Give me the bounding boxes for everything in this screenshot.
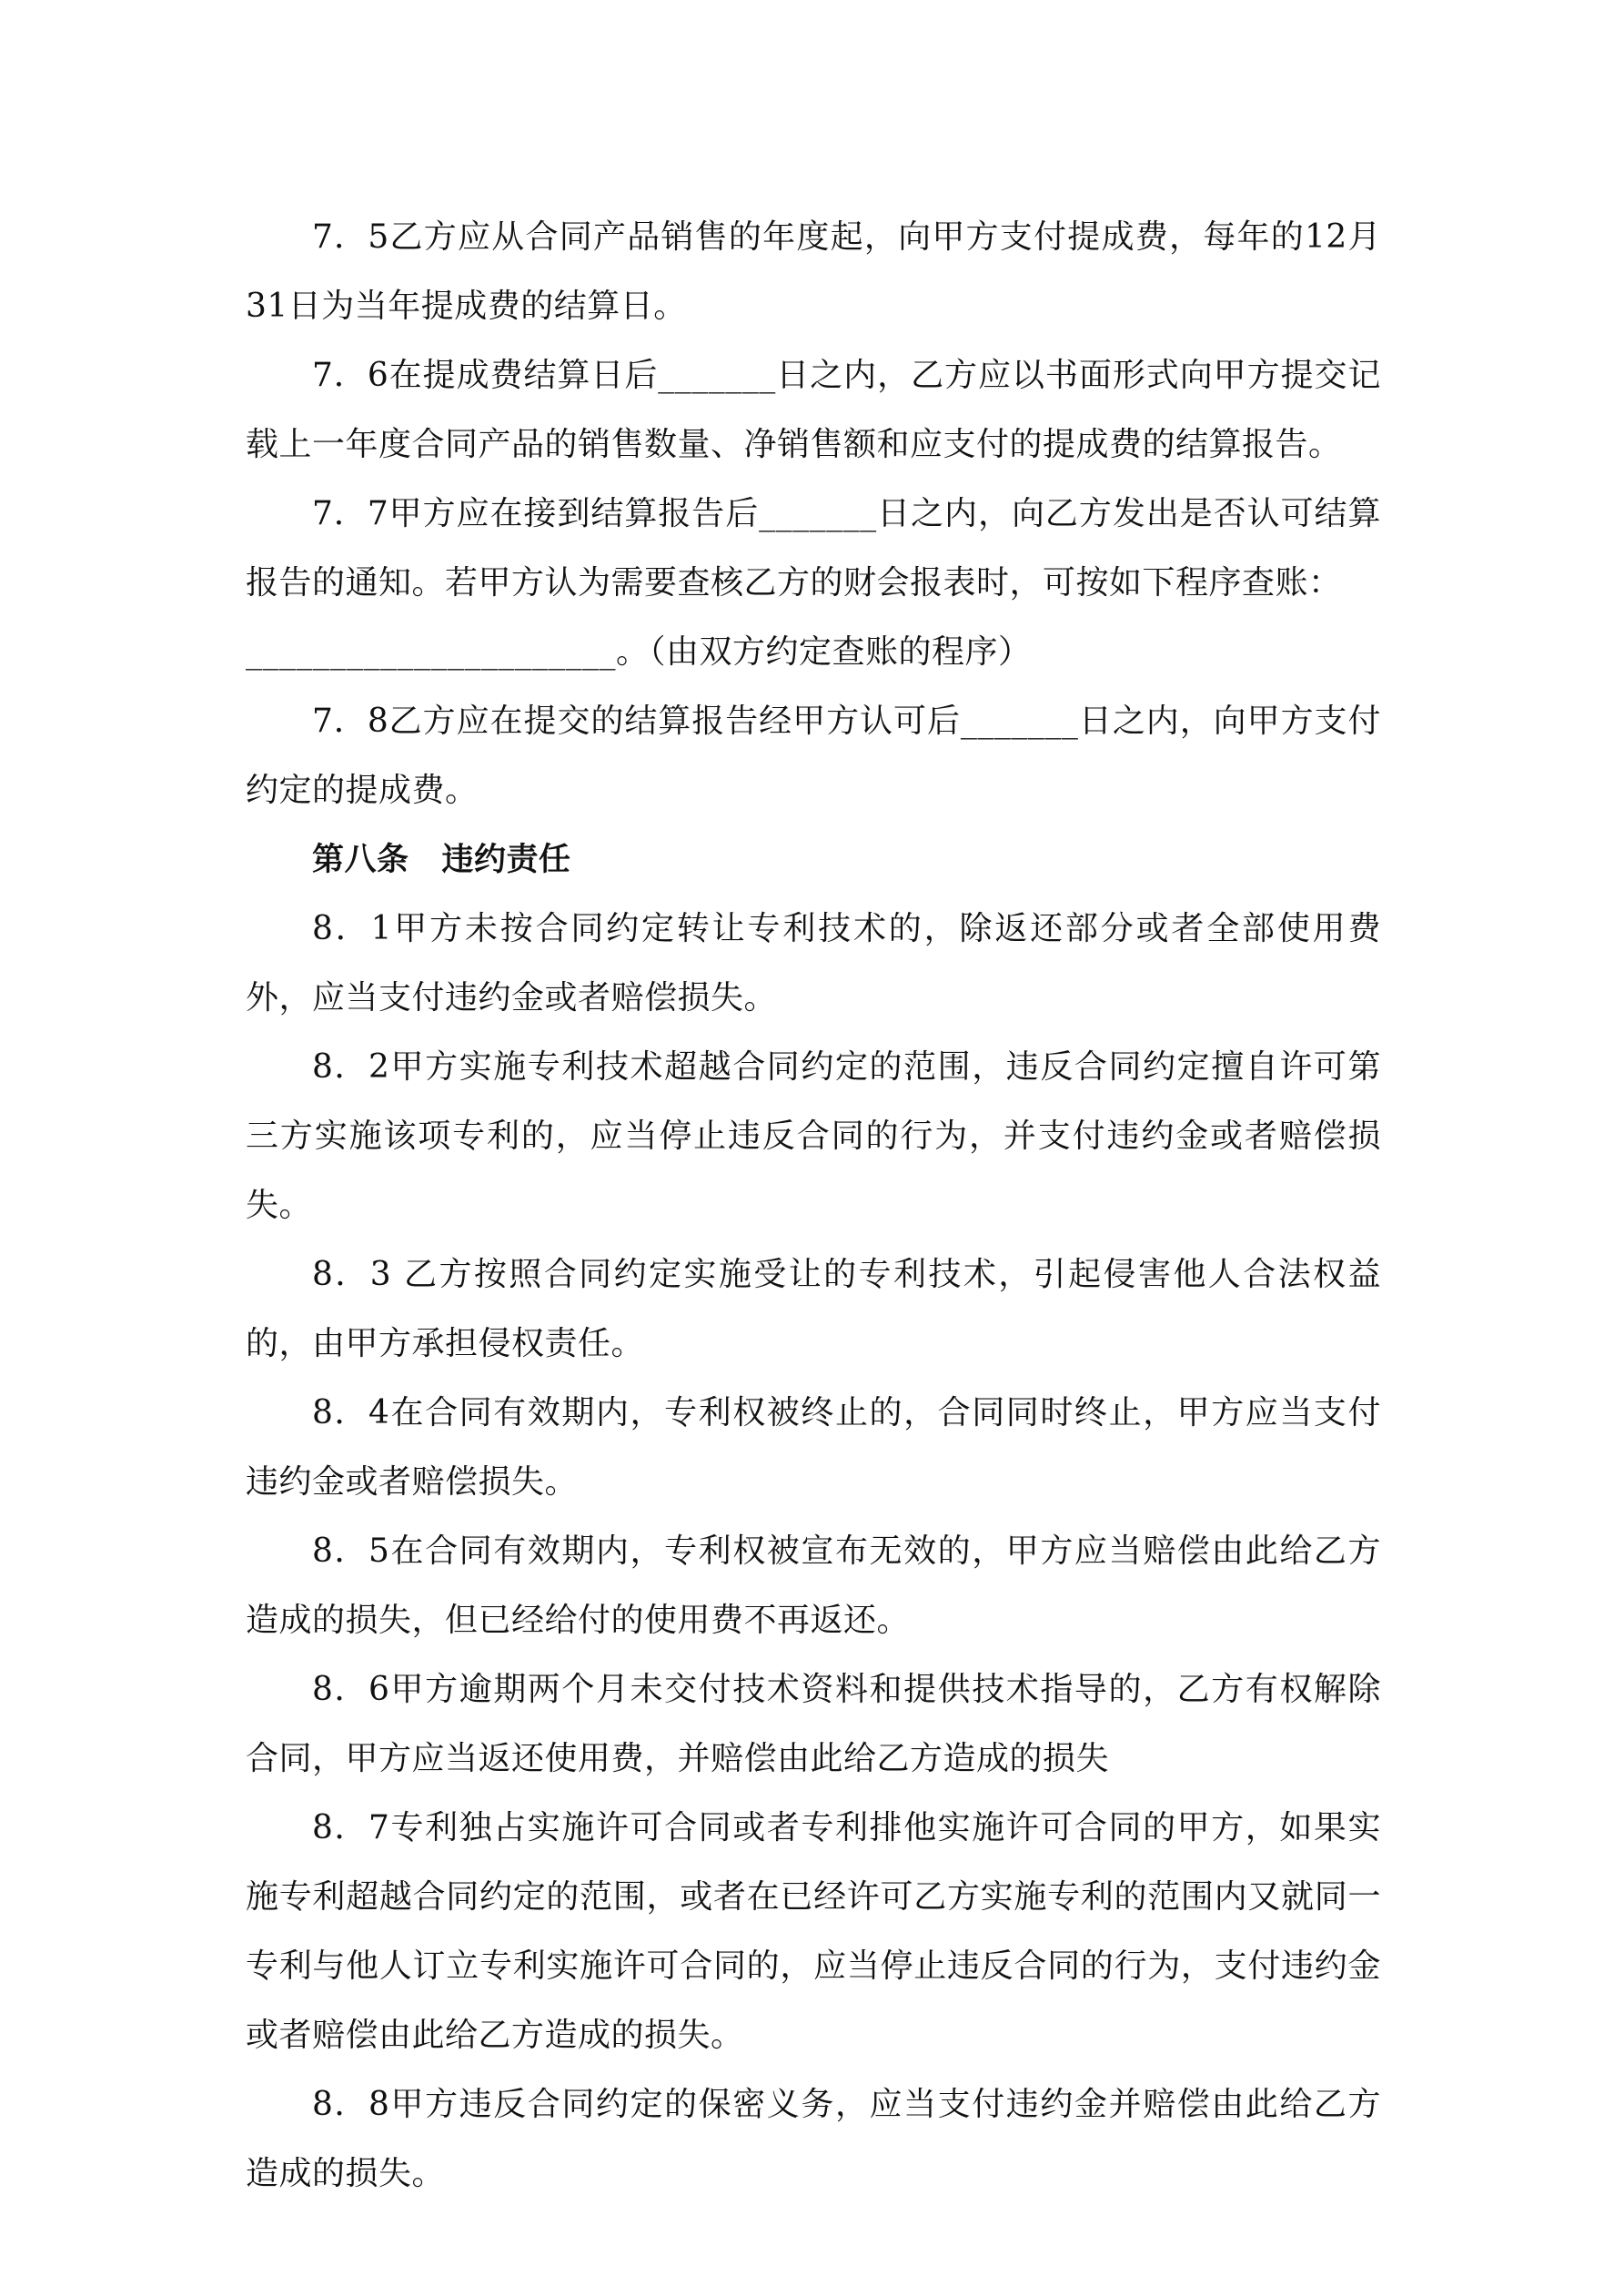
clause-8-1: 8．1甲方未按合同约定转让专利技术的，除返还部分或者全部使用费外，应当支付违约金或者赔偿损失。 [246, 910, 1381, 1017]
clause-7-6: 7．6在提成费结算日后_______日之内，乙方应以书面形式向甲方提交记载上一年度合同产品的销售数量、净销售额和应支付的提成费的结算报告。 [246, 357, 1381, 463]
clause-7-7-procedure: ______________________。（由双方约定查账的程序） [246, 633, 1032, 671]
clause-8-7: 8．7专利独占实施许可合同或者专利排他实施许可合同的甲方，如果实施专利超越合同约定的范围，或者在已经许可乙方实施专利的范围内又就同一专利与他人订立专利实施许可合同的，应当停止违反合同的行为，支付违约金或者赔偿由此给乙方造成的损失。 [246, 1809, 1381, 2054]
clause-7-5: 7．5乙方应从合同产品销售的年度起，向甲方支付提成费，每年的12月31日为当年提成费的结算日。 [246, 218, 1381, 325]
clause-8-2: 8．2甲方实施专利技术超越合同约定的范围，违反合同约定擅自许可第三方实施该项专利的，应当停止违反合同的行为，并支付违约金或者赔偿损失。 [246, 1048, 1381, 1224]
clause-8-4: 8．4在合同有效期内，专利权被终止的，合同同时终止，甲方应当支付违约金或者赔偿损失。 [246, 1394, 1381, 1501]
article-8-number: 第八条 [312, 842, 409, 878]
article-8-title: 违约责任 [441, 842, 571, 878]
clause-8-8: 8．8甲方违反合同约定的保密义务，应当支付违约金并赔偿由此给乙方造成的损失。 [246, 2086, 1381, 2192]
clause-7-8: 7．8乙方应在提交的结算报告经甲方认可后_______日之内，向甲方支付约定的提成费。 [246, 703, 1381, 809]
clause-8-6: 8．6甲方逾期两个月未交付技术资料和提供技术指导的，乙方有权解除合同，甲方应当返还使用费，并赔偿由此给乙方造成的损失 [246, 1671, 1381, 1777]
clause-8-3: 8．3 乙方按照合同约定实施受让的专利技术，引起侵害他人合法权益的，由甲方承担侵权责任。 [246, 1256, 1381, 1362]
document-page [246, 203, 1381, 2209]
clause-8-5: 8．5在合同有效期内，专利权被宣布无效的，甲方应当赔偿由此给乙方造成的损失，但已经给付的使用费不再返还。 [246, 1532, 1381, 1639]
clause-7-7: 7．7甲方应在接到结算报告后_______日之内，向乙方发出是否认可结算报告的通知。若甲方认为需要查核乙方的财会报表时，可按如下程序查账： [246, 495, 1381, 602]
article-8-heading [246, 825, 1381, 895]
